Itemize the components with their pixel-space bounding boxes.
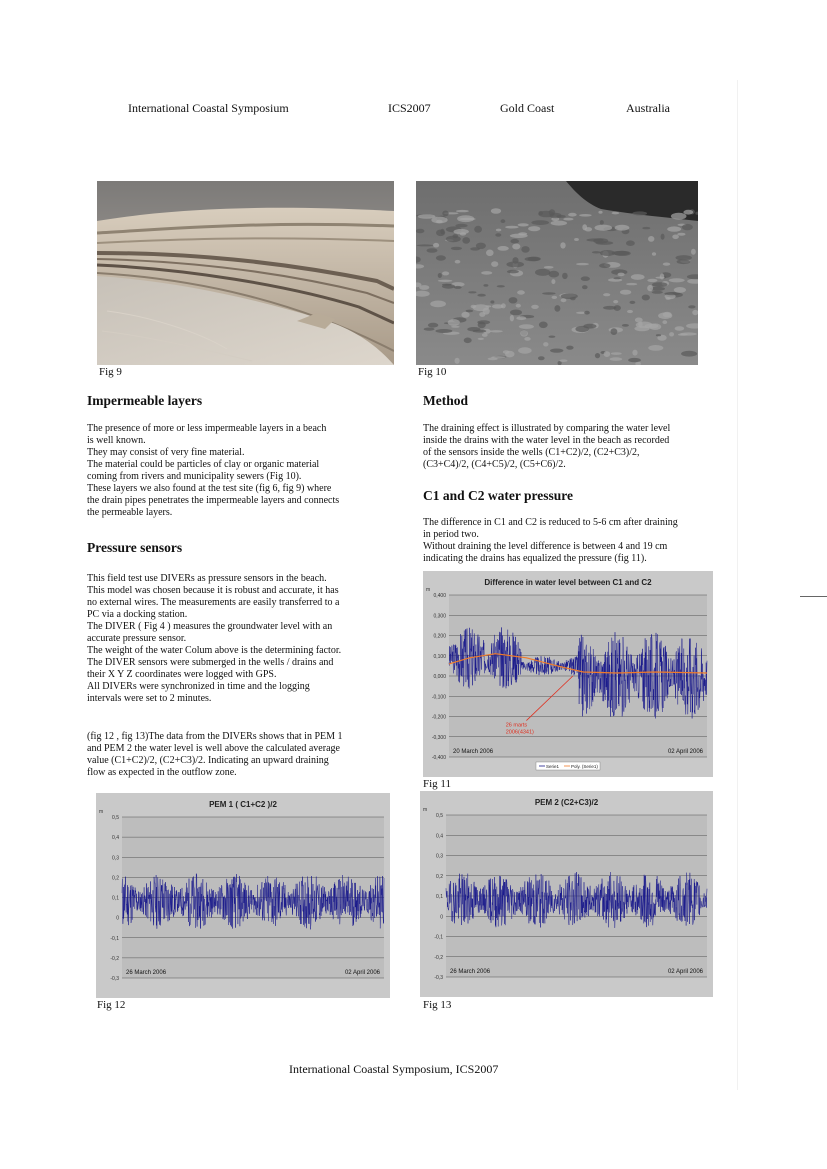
y-axis-label: m xyxy=(99,809,104,815)
y-tick-label: 0,1 xyxy=(112,895,119,902)
impermeable-paragraph xyxy=(87,423,382,519)
y-tick-label: 0,200 xyxy=(433,633,446,640)
text-line: The material could be particles of clay or organic material xyxy=(87,459,320,470)
y-tick-label: -0,200 xyxy=(431,714,446,721)
x-start-label: 20 March 2006 xyxy=(453,749,494,755)
fig13-chart xyxy=(420,791,713,997)
y-tick-label: 0,000 xyxy=(433,674,446,680)
text-line: flow as expected in the outflow zone. xyxy=(87,767,237,778)
y-tick-label: 0,4 xyxy=(112,835,119,842)
method-heading: Method xyxy=(423,393,468,408)
text-line: The draining effect is illustrated by comparing the water level xyxy=(423,423,671,434)
text-line: (C3+C4)/2, (C4+C5)/2, (C5+C6)/2. xyxy=(423,459,566,470)
y-tick-label: 0,2 xyxy=(112,875,119,882)
y-tick-label: 0,3 xyxy=(112,855,119,862)
y-tick-label: 0 xyxy=(116,915,119,922)
y-tick-label: -0,300 xyxy=(431,734,446,741)
y-tick-label: 0,5 xyxy=(436,813,443,819)
header-place: Gold Coast xyxy=(500,101,555,115)
c1c2-heading: C1 and C2 water pressure xyxy=(423,488,574,503)
y-tick-label: 0,4 xyxy=(436,833,443,840)
y-tick-label: 0 xyxy=(440,914,443,921)
y-tick-label: -0,2 xyxy=(110,955,119,962)
y-tick-label: -0,3 xyxy=(110,976,119,982)
text-line: All DIVERs were synchronized in time and the logging xyxy=(87,681,310,692)
text-line: no external wires. The measurements are easily transferred to a xyxy=(87,597,340,608)
fig11-caption: Fig 11 xyxy=(423,778,452,790)
y-axis-label: m xyxy=(423,807,428,813)
header-code: ICS2007 xyxy=(388,101,431,115)
y-tick-label: -0,1 xyxy=(110,935,119,942)
x-start-label: 26 March 2006 xyxy=(450,969,491,975)
x-end-label: 02 April 2006 xyxy=(667,969,703,975)
footer: International Coastal Symposium, ICS2007 xyxy=(289,1062,499,1076)
chart-title: PEM 1 ( C1+C2 )/2 xyxy=(209,800,277,809)
text-line: This model was chosen because it is robust and accurate, it has xyxy=(87,585,339,596)
text-line: inside the drains with the water level in the beach as recorded xyxy=(423,435,670,446)
text-line: Without draining the level difference is between 4 and 19 cm xyxy=(423,541,668,552)
text-line: They may consist of very fine material. xyxy=(87,447,245,458)
y-tick-label: -0,2 xyxy=(434,954,443,961)
margin-mark xyxy=(800,596,827,597)
header-symposium: International Coastal Symposium xyxy=(128,101,289,115)
chart-title: Difference in water level between C1 and C2 xyxy=(484,578,652,587)
text-line: The weight of the water Colum above is the determining factor. xyxy=(87,645,342,656)
annotation-text: 26 marts xyxy=(505,722,528,729)
text-line: The difference in C1 and C2 is reduced to 5-6 cm after draining xyxy=(423,517,678,528)
text-line: their X Y Z coordinates were logged with GPS. xyxy=(87,669,277,680)
text-line: value (C1+C2)/2, (C2+C3)/2. Indicating an upward draining xyxy=(87,755,329,766)
annotation-text: 2006(4341) xyxy=(505,729,534,736)
text-line: These layers we also found at the test site (fig 6, fig 9) where xyxy=(87,483,332,494)
text-line: PC via a docking station. xyxy=(87,609,188,620)
text-line: The presence of more or less impermeable layers in a beach xyxy=(87,423,327,434)
pressure-heading: Pressure sensors xyxy=(87,540,183,555)
text-line: (fig 12 , fig 13)The data from the DIVERs shows that in PEM 1 xyxy=(87,731,343,742)
y-axis-label: m xyxy=(426,587,431,593)
fig10-caption: Fig 10 xyxy=(418,366,447,378)
y-tick-label: -0,400 xyxy=(431,755,446,761)
text-line: This field test use DIVERs as pressure sensors in the beach. xyxy=(87,573,327,584)
fig9-caption: Fig 9 xyxy=(99,366,122,378)
impermeable-heading: Impermeable layers xyxy=(87,393,203,408)
y-tick-label: 0,300 xyxy=(433,613,446,620)
x-end-label: 02 April 2006 xyxy=(667,749,703,755)
y-tick-label: 0,5 xyxy=(112,815,119,821)
header-country: Australia xyxy=(626,101,670,115)
pressure-paragraph-2 xyxy=(87,731,382,779)
fig10-photo xyxy=(416,181,698,365)
y-tick-label: 0,400 xyxy=(433,593,446,599)
chart-title: PEM 2 (C2+C3)/2 xyxy=(534,798,599,807)
y-tick-label: -0,1 xyxy=(434,934,443,941)
fig12-chart xyxy=(96,793,390,998)
text-line: and PEM 2 the water level is well above the calculated average xyxy=(87,743,340,754)
text-line: intervals were set to 2 minutes. xyxy=(87,693,212,704)
text-line: of the sensors inside the wells (C1+C2)/2, (C2+C3)/2, xyxy=(423,447,640,458)
text-line: The DIVER ( Fig 4 ) measures the groundwater level with an xyxy=(87,621,333,632)
method-paragraph xyxy=(423,423,723,471)
c1c2-paragraph xyxy=(423,517,723,565)
text-line: coming from rivers and municipality sewers (Fig 10). xyxy=(87,471,302,482)
y-tick-label: 0,2 xyxy=(436,873,443,880)
pressure-paragraph xyxy=(87,573,382,705)
fig12-caption: Fig 12 xyxy=(97,999,126,1011)
y-tick-label: 0,3 xyxy=(436,853,443,860)
text-line: in period two. xyxy=(423,529,479,540)
y-tick-label: 0,100 xyxy=(433,653,446,660)
text-line: the permeable layers. xyxy=(87,507,173,518)
legend-label: Serie1 xyxy=(546,764,560,769)
fig13-caption: Fig 13 xyxy=(423,999,452,1011)
x-end-label: 02 April 2006 xyxy=(344,970,380,976)
y-tick-label: -0,100 xyxy=(431,694,446,701)
x-start-label: 26 March 2006 xyxy=(126,970,167,976)
text-line: The DIVER sensors were submerged in the wells / drains and xyxy=(87,657,334,668)
text-line: is well known. xyxy=(87,435,146,446)
y-tick-label: -0,3 xyxy=(434,975,443,981)
legend-label: Poly. (Serie1) xyxy=(571,764,598,769)
fig11-chart xyxy=(423,571,713,777)
y-tick-label: 0,1 xyxy=(436,894,443,900)
text-line: accurate pressure sensor. xyxy=(87,633,187,644)
page-edge-rule xyxy=(737,80,738,1090)
text-line: the drain pipes penetrates the impermeable layers and connects xyxy=(87,495,340,506)
fig9-photo xyxy=(97,181,394,365)
text-line: indicating the drains has equalized the pressure (fig 11). xyxy=(423,553,647,564)
